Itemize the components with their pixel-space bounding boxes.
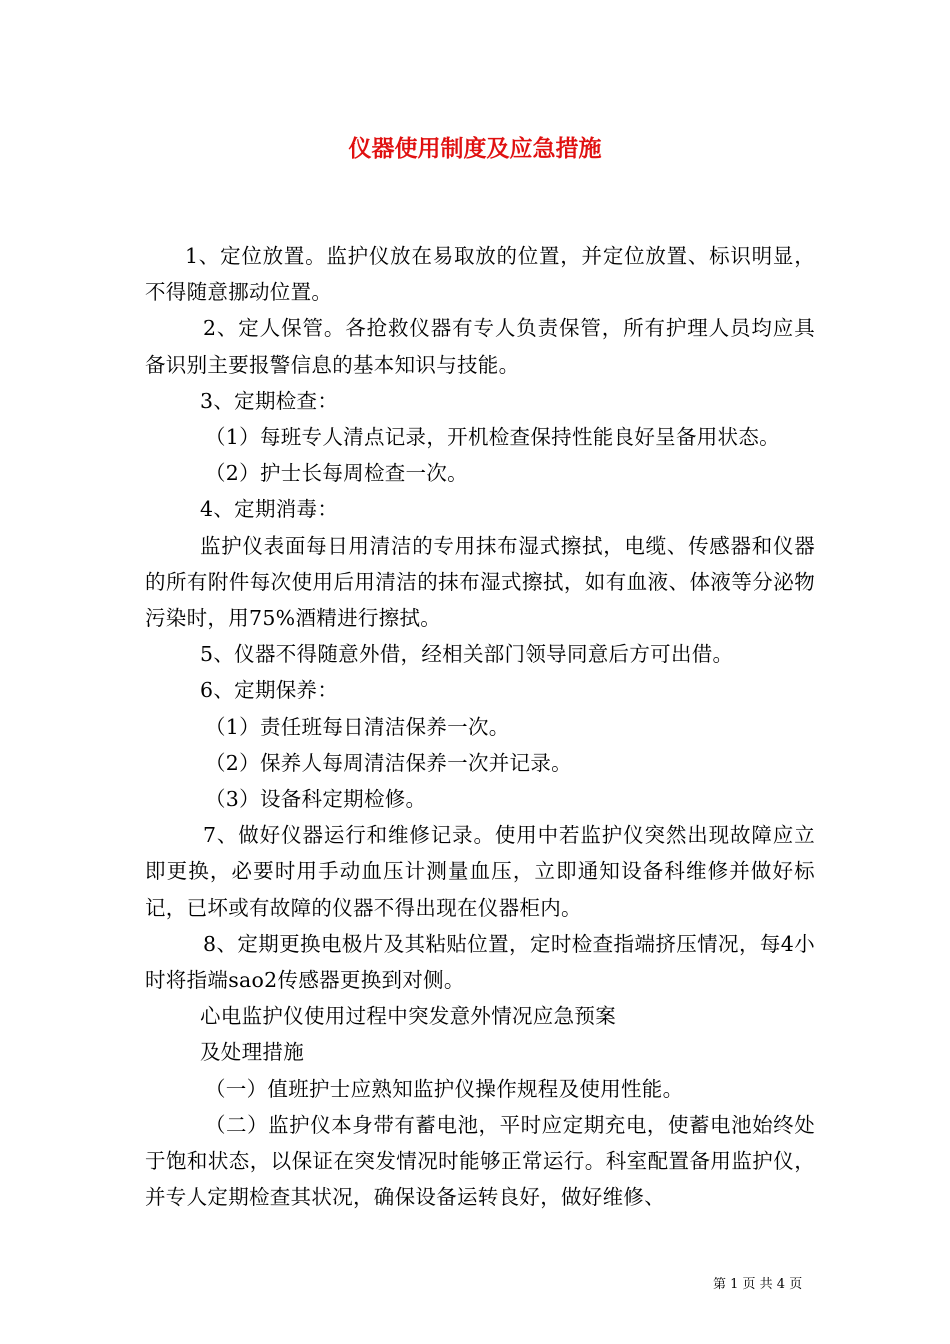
measure-1: （一）值班护士应熟知监护仪操作规程及使用性能。: [205, 1076, 684, 1101]
paragraph-6-item-2: （2）保养人每周清洁保养一次并记录。: [205, 750, 572, 775]
section-heading-line-1: 心电监护仪使用过程中突发意外情况应急预案: [200, 1004, 616, 1029]
paragraph-6-item-1: （1）责任班每日清洁保养一次。: [205, 714, 510, 739]
document-body: [145, 238, 815, 1215]
paragraph-3: 3、定期检查：: [200, 388, 339, 413]
measure-2: （二）监护仪本身带有蓄电池，平时应定期充电，使蓄电池始终处于饱和状态，以保证在突发情况时能够正常运行。科室配置备用监护仪，并专人定期检查其状况，确保设备运转良好，做好维修、: [145, 1112, 815, 1210]
section-heading-line-2: 及处理措施: [200, 1040, 304, 1065]
paragraph-2: 2、定人保管。各抢救仪器有专人负责保管，所有护理人员均应具备识别主要报警信息的基本知识与技能。: [145, 316, 815, 377]
paragraph-7: 7、做好仪器运行和维修记录。使用中若监护仪突然出现故障应立即更换，必要时用手动血压计测量血压，立即通知设备科维修并做好标记，已坏或有故障的仪器不得出现在仪器柜内。: [145, 823, 815, 920]
paragraph-1: 1、定位放置。监护仪放在易取放的位置，并定位放置、标识明显，不得随意挪动位置。: [145, 244, 815, 305]
paragraph-8: 8、定期更换电极片及其粘贴位置，定时检查指端挤压情况，每4小时将指端sao2传感器更换到对侧。: [145, 931, 815, 993]
paragraph-4: 4、定期消毒：: [200, 497, 339, 522]
paragraph-6: 6、定期保养：: [200, 678, 339, 703]
page-number: 第 1 页 共 4 页: [713, 1277, 803, 1292]
paragraph-3-item-1: （1）每班专人清点记录，开机检查保持性能良好呈备用状态。: [205, 425, 780, 450]
paragraph-4-body: 监护仪表面每日用清洁的专用抹布湿式擦拭，电缆、传感器和仪器的所有附件每次使用后用清洁的抹布湿式擦拭，如有血液、体液等分泌物污染时，用75%酒精进行擦拭。: [145, 533, 815, 631]
paragraph-6-item-3: （3）设备科定期检修。: [205, 787, 427, 812]
document-title: 仪器使用制度及应急措施: [348, 136, 602, 162]
paragraph-5: 5、仪器不得随意外借，经相关部门领导同意后方可出借。: [200, 642, 734, 667]
paragraph-3-item-2: （2）护士长每周检查一次。: [205, 461, 468, 486]
